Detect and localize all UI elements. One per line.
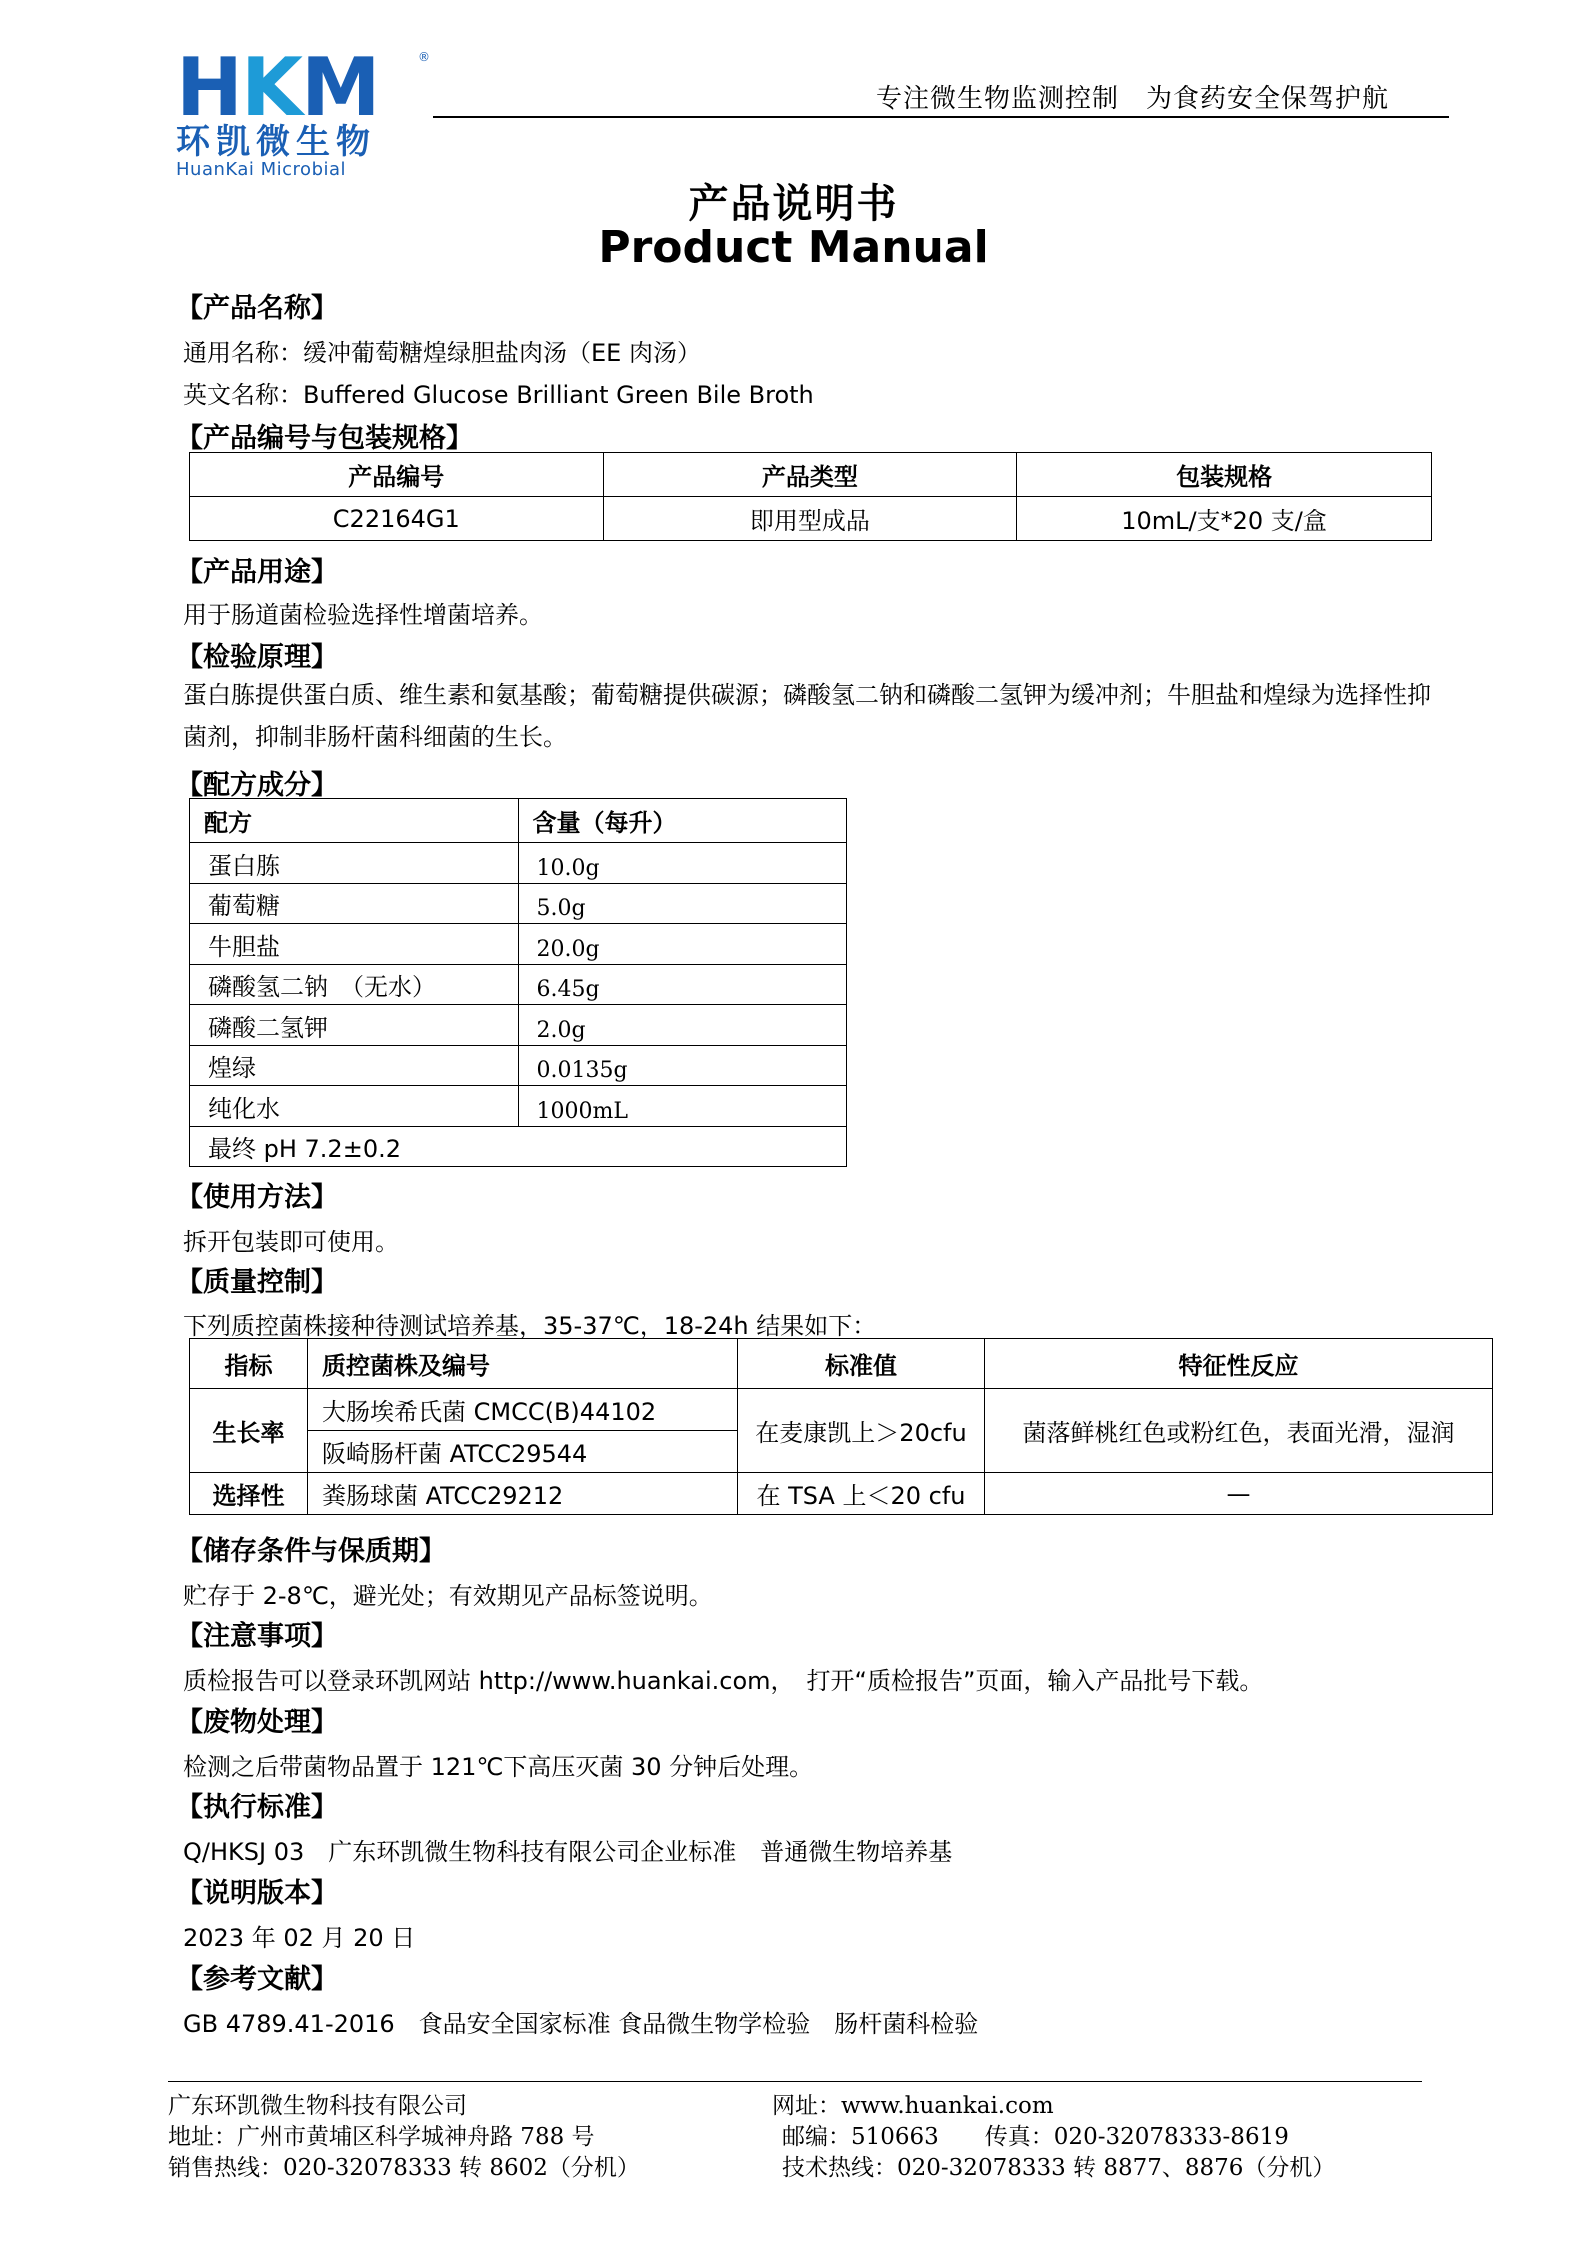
growth-standard: 在麦康凯上＞20cfu — [738, 1389, 985, 1473]
table-header: 产品类型 — [603, 453, 1017, 497]
table-row — [190, 497, 1432, 541]
table-header: 含量（每升） — [518, 799, 847, 843]
company-logo — [176, 41, 436, 180]
amount: 2.0g — [518, 1005, 847, 1046]
logo-letters: HKM — [176, 41, 379, 134]
ingredient: 磷酸氢二钠 （无水） — [190, 964, 519, 1005]
waste-text: 检测之后带菌物品置于 121℃下高压灭菌 30 分钟后处理。 — [183, 1753, 814, 1781]
table-header: 质控菌株及编号 — [308, 1339, 738, 1389]
heading-waste: 【废物处理】 — [176, 1707, 338, 1738]
version-text: 2023 年 02 月 20 日 — [183, 1924, 416, 1952]
package-table — [189, 452, 1432, 541]
qc-table — [189, 1338, 1493, 1515]
table-row — [190, 843, 847, 884]
selectivity-standard: 在 TSA 上＜20 cfu — [738, 1473, 985, 1515]
product-type: 即用型成品 — [603, 497, 1017, 541]
selectivity-reaction: — — [985, 1473, 1493, 1515]
amount: 5.0g — [518, 883, 847, 924]
table-row — [190, 964, 847, 1005]
use-text: 用于肠道菌检验选择性增菌培养。 — [183, 601, 543, 629]
header-divider — [433, 116, 1449, 118]
table-header-row — [190, 799, 847, 843]
reference-text: GB 4789.41-2016 食品安全国家标准 食品微生物学检验 肠杆菌科检验 — [183, 2010, 979, 2038]
ingredient: 葡萄糖 — [190, 883, 519, 924]
formula-table — [189, 798, 847, 1167]
footer-tech-hotline: 技术热线：020-32078333 转 8877、8876（分机） — [782, 2155, 1336, 2181]
heading-method: 【使用方法】 — [176, 1182, 338, 1213]
common-name: 通用名称：缓冲葡萄糖煌绿胆盐肉汤（EE 肉汤） — [183, 339, 701, 367]
heading-notice: 【注意事项】 — [176, 1621, 338, 1652]
heading-use: 【产品用途】 — [176, 557, 338, 588]
table-row — [190, 1086, 847, 1127]
heading-version: 【说明版本】 — [176, 1878, 338, 1909]
table-row — [190, 924, 847, 965]
title-chinese: 产品说明书 — [688, 181, 899, 227]
table-header: 标准值 — [738, 1339, 985, 1389]
table-row — [190, 1473, 1493, 1515]
growth-rate-label: 生长率 — [190, 1389, 308, 1473]
qc-strain: 大肠埃希氏菌 CMCC(B)44102 — [308, 1389, 738, 1431]
qc-intro: 下列质控菌株接种待测试培养基，35-37℃，18-24h 结果如下： — [183, 1312, 877, 1340]
ingredient: 蛋白胨 — [190, 843, 519, 884]
amount: 20.0g — [518, 924, 847, 965]
table-header: 特征性反应 — [985, 1339, 1493, 1389]
table-header: 包装规格 — [1017, 453, 1432, 497]
principle-text: 蛋白胨提供蛋白质、维生素和氨基酸；葡萄糖提供碳源；磷酸氢二钠和磷酸二氢钾为缓冲剂；牛胆盐和煌绿为选择性抑菌剂，抑制非肠杆菌科细菌的生长。 — [183, 681, 1431, 751]
amount: 0.0135g — [518, 1045, 847, 1086]
footer-address: 地址：广州市黄埔区科学城神舟路 788 号 — [168, 2124, 595, 2150]
ingredient: 牛胆盐 — [190, 924, 519, 965]
heading-reference: 【参考文献】 — [176, 1964, 338, 1995]
title-english: Product Manual — [598, 222, 989, 273]
footer-website: 网址：www.huankai.com — [772, 2093, 1054, 2119]
table-header: 配方 — [190, 799, 519, 843]
footer-divider — [168, 2081, 1422, 2082]
table-row — [190, 883, 847, 924]
package-spec: 10mL/支*20 支/盒 — [1017, 497, 1432, 541]
table-row — [190, 1005, 847, 1046]
amount: 6.45g — [518, 964, 847, 1005]
heading-package: 【产品编号与包装规格】 — [176, 423, 473, 454]
growth-reaction: 菌落鲜桃红色或粉红色，表面光滑，湿润 — [985, 1389, 1493, 1473]
logo-english-name: HuanKai Microbial — [176, 159, 347, 180]
amount: 10.0g — [518, 843, 847, 884]
heading-storage: 【储存条件与保质期】 — [176, 1536, 446, 1567]
ingredient: 煌绿 — [190, 1045, 519, 1086]
qc-strain: 阪崎肠杆菌 ATCC29544 — [308, 1431, 738, 1473]
heading-principle: 【检验原理】 — [176, 642, 338, 673]
heading-product-name: 【产品名称】 — [176, 293, 338, 324]
table-row — [190, 1045, 847, 1086]
method-text: 拆开包装即可使用。 — [183, 1228, 399, 1256]
final-ph: 最终 pH 7.2±0.2 — [190, 1126, 847, 1167]
standard-text: Q/HKSJ 03 广东环凯微生物科技有限公司企业标准 普通微生物培养基 — [183, 1838, 953, 1866]
ingredient: 纯化水 — [190, 1086, 519, 1127]
english-name: 英文名称：Buffered Glucose Brilliant Green Bile Broth — [183, 381, 814, 409]
table-header-row — [190, 453, 1432, 497]
footer-postal-fax: 邮编：510663 传真：020-32078333-8619 — [782, 2124, 1289, 2150]
ingredient: 磷酸二氢钾 — [190, 1005, 519, 1046]
slogan: 专注微生物监测控制 为食药安全保驾护航 — [876, 84, 1390, 114]
table-header-row — [190, 1339, 1493, 1389]
footer-sales-hotline: 销售热线：020-32078333 转 8602（分机） — [168, 2155, 640, 2181]
notice-text: 质检报告可以登录环凯网站 http://www.huankai.com， 打开“质检报告”页面，输入产品批号下载。 — [183, 1667, 1264, 1695]
footer-company: 广东环凯微生物科技有限公司 — [168, 2093, 467, 2119]
table-row — [190, 1126, 847, 1167]
amount: 1000mL — [518, 1086, 847, 1127]
logo-chinese-name: 环凯微生物 — [176, 122, 376, 162]
registered-mark: ® — [418, 50, 430, 64]
qc-strain: 粪肠球菌 ATCC29212 — [308, 1473, 738, 1515]
product-code: C22164G1 — [190, 497, 604, 541]
table-header: 指标 — [190, 1339, 308, 1389]
heading-qc: 【质量控制】 — [176, 1267, 338, 1298]
heading-standard: 【执行标准】 — [176, 1792, 338, 1823]
table-header: 产品编号 — [190, 453, 604, 497]
heading-formula: 【配方成分】 — [176, 770, 338, 801]
table-row — [190, 1389, 1493, 1431]
storage-text: 贮存于 2-8℃，避光处；有效期见产品标签说明。 — [183, 1582, 713, 1610]
selectivity-label: 选择性 — [190, 1473, 308, 1515]
